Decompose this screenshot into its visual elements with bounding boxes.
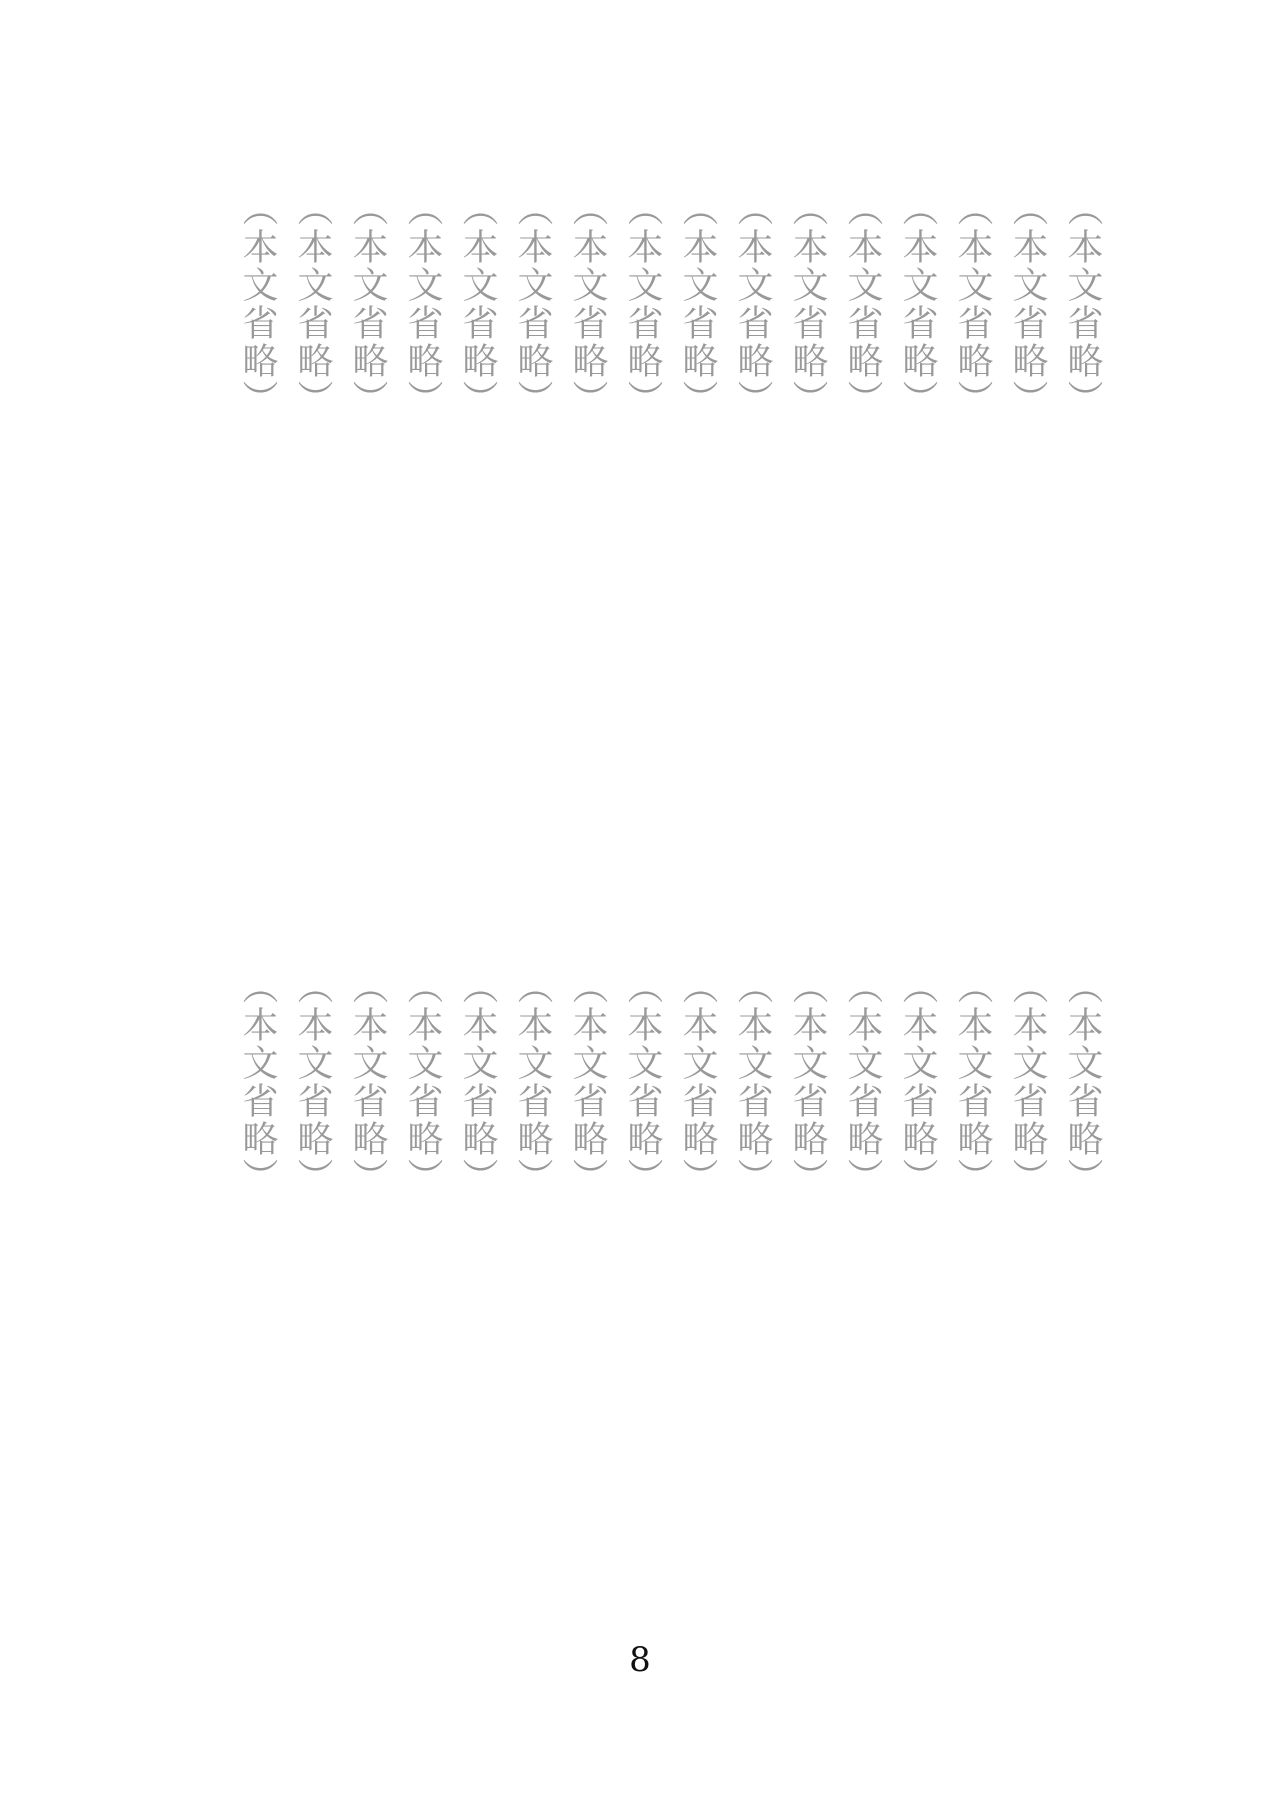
text-column: （本文省略） <box>292 190 333 418</box>
text-column: （本文省略） <box>402 190 443 418</box>
text-column: （本文省略） <box>897 190 938 418</box>
text-column: （本文省略） <box>512 968 553 1196</box>
vertical-text-block-bottom <box>190 968 1110 1618</box>
page-number: 8 <box>629 1640 651 1680</box>
text-column: （本文省略） <box>347 968 388 1196</box>
text-column: （本文省略） <box>622 968 663 1196</box>
vertical-text-block-top <box>190 190 1110 880</box>
text-column: （本文省略） <box>1062 968 1103 1196</box>
text-column: （本文省略） <box>787 968 828 1196</box>
text-column: （本文省略） <box>237 190 278 418</box>
text-column: （本文省略） <box>842 968 883 1196</box>
text-column: （本文省略） <box>677 968 718 1196</box>
text-column: （本文省略） <box>787 190 828 418</box>
text-column: （本文省略） <box>952 190 993 418</box>
text-column: （本文省略） <box>347 190 388 418</box>
text-column: （本文省略） <box>1007 190 1048 418</box>
text-column: （本文省略） <box>897 968 938 1196</box>
text-column: （本文省略） <box>732 968 773 1196</box>
text-column: （本文省略） <box>622 190 663 418</box>
text-column: （本文省略） <box>567 968 608 1196</box>
text-column: （本文省略） <box>512 190 553 418</box>
text-column: （本文省略） <box>842 190 883 418</box>
text-column: （本文省略） <box>457 190 498 418</box>
text-column: （本文省略） <box>1062 190 1103 418</box>
text-column: （本文省略） <box>237 968 278 1196</box>
text-column: （本文省略） <box>402 968 443 1196</box>
text-column: （本文省略） <box>952 968 993 1196</box>
text-column: （本文省略） <box>732 190 773 418</box>
text-column: （本文省略） <box>677 190 718 418</box>
text-column: （本文省略） <box>1007 968 1048 1196</box>
text-column: （本文省略） <box>457 968 498 1196</box>
text-column: （本文省略） <box>292 968 333 1196</box>
text-column: （本文省略） <box>567 190 608 418</box>
